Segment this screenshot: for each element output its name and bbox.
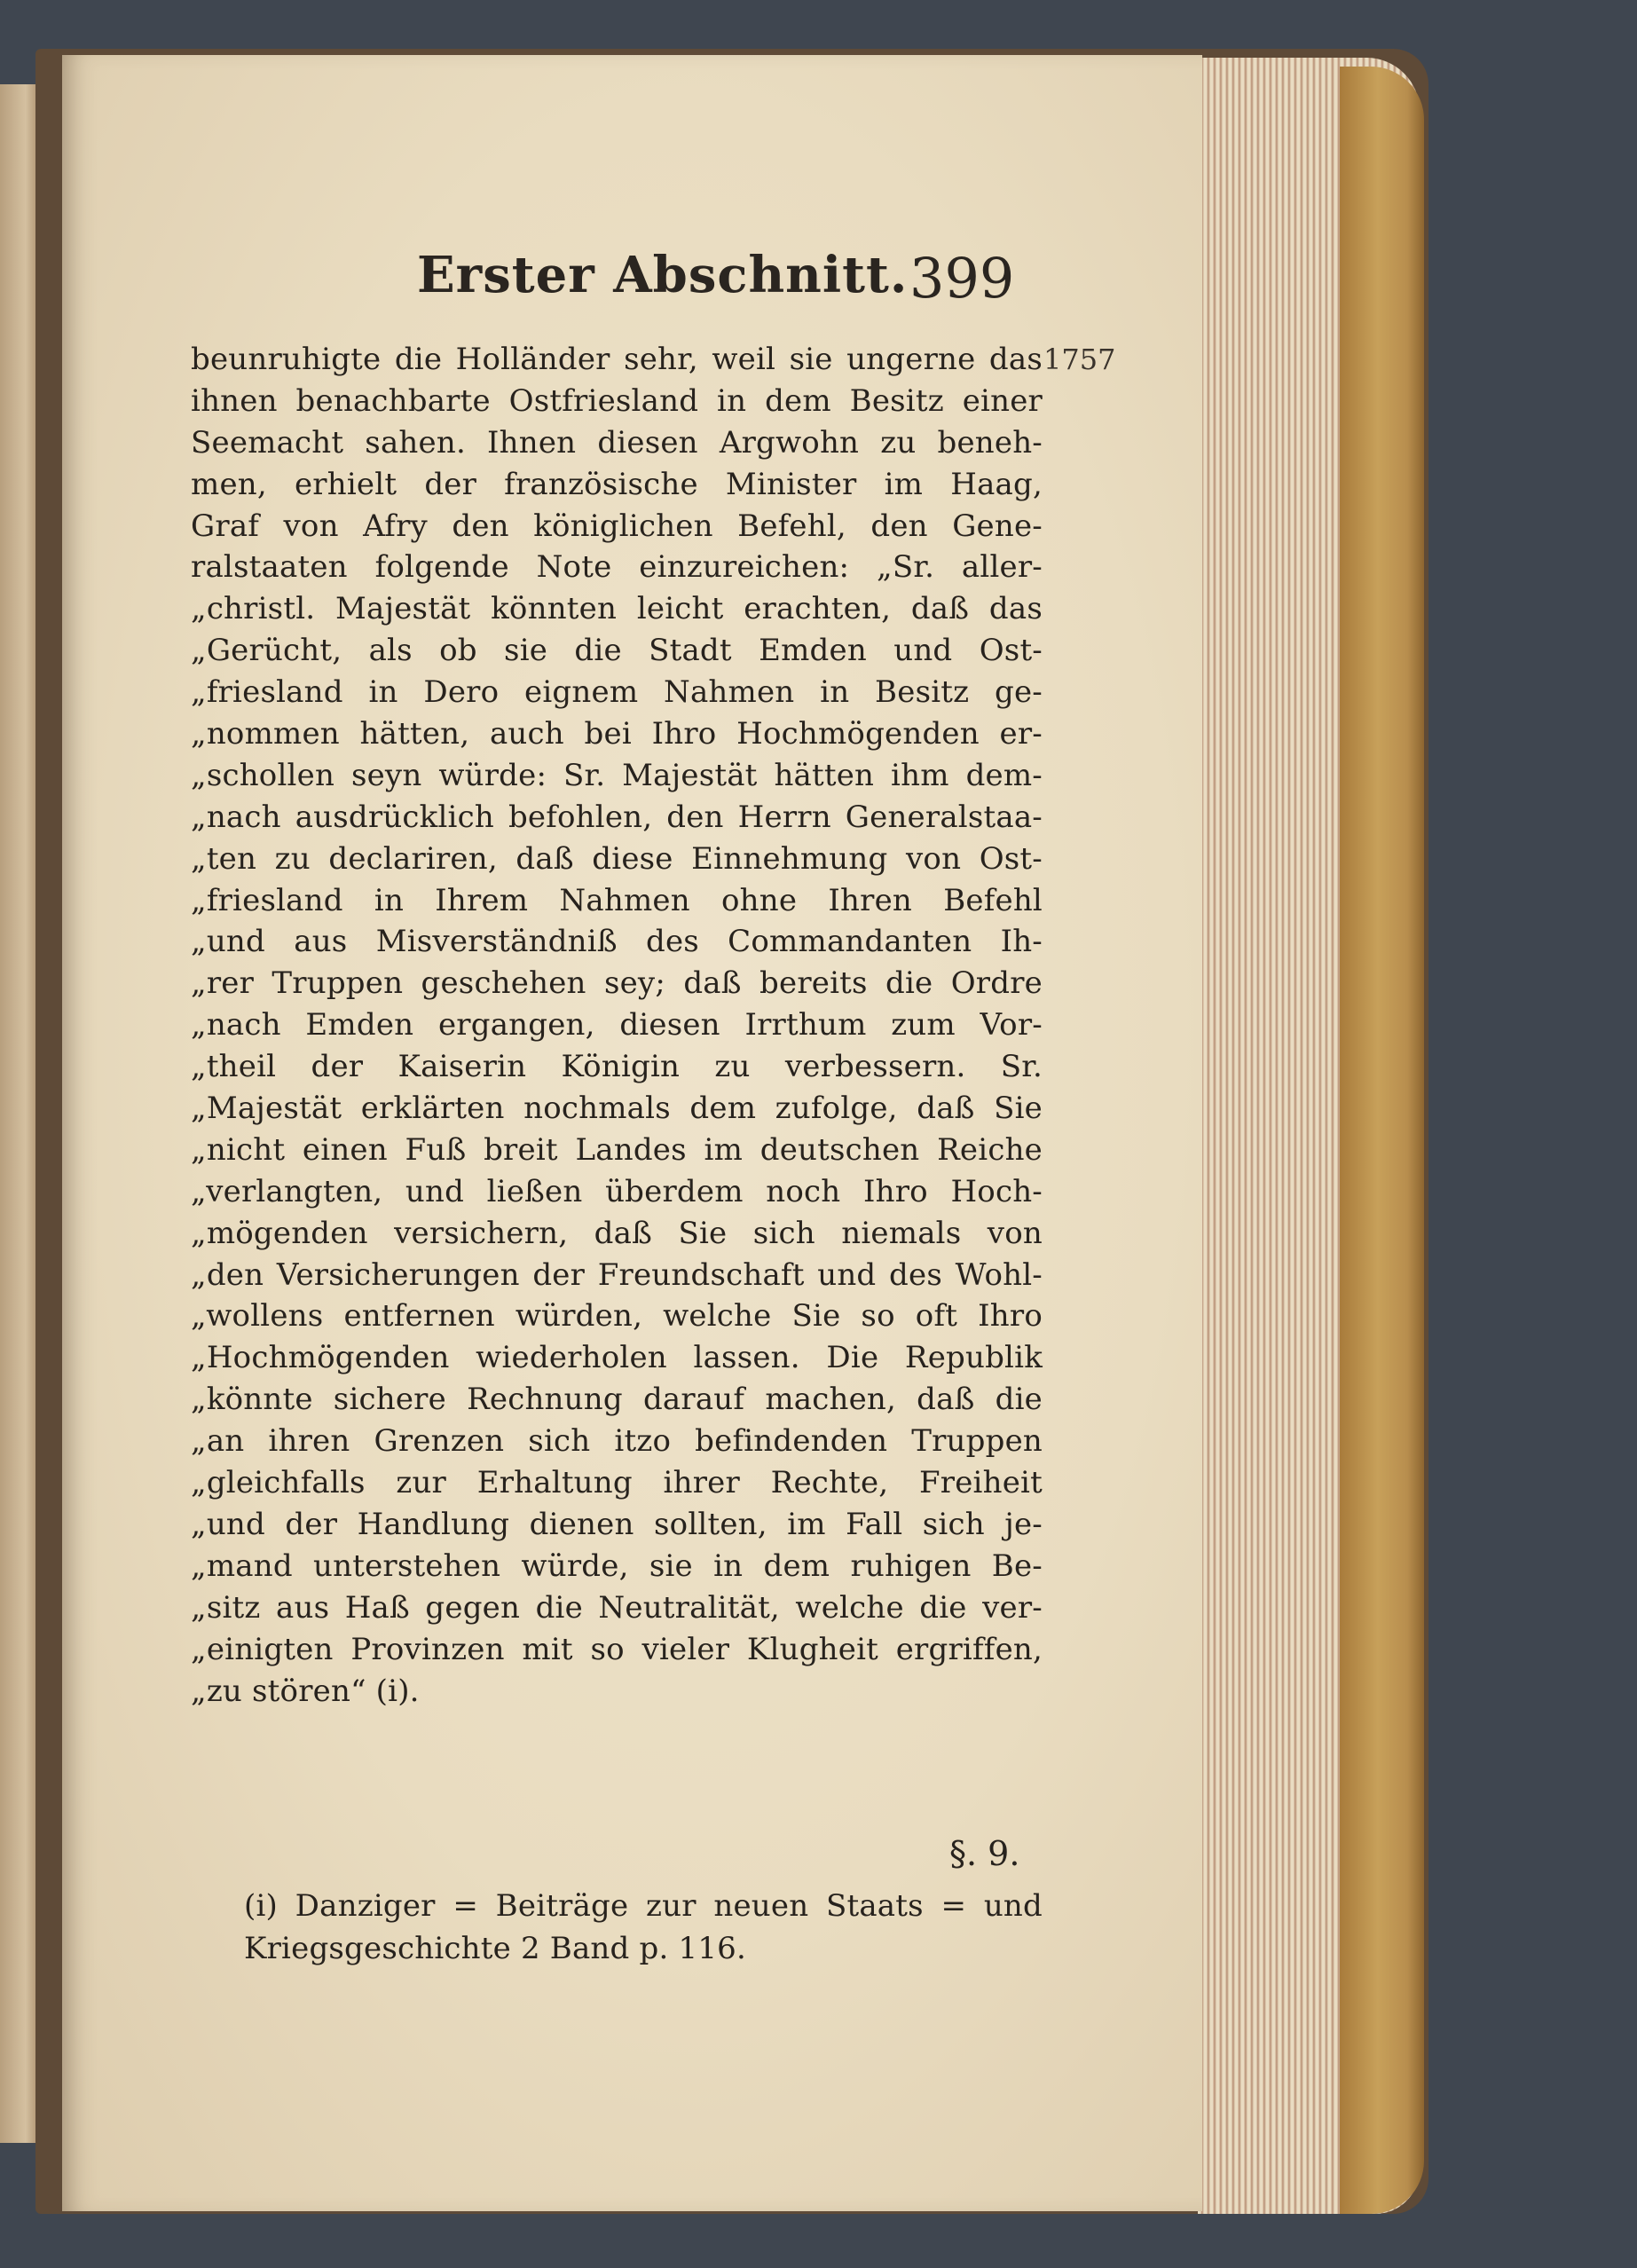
text-line: „rer Truppen geschehen sey; daß bereits die Ordre — [191, 965, 1043, 1002]
text-line: „und aus Misverständniß des Commandanten Ih- — [191, 924, 1043, 960]
text-line: „nach ausdrücklich befohlen, den Herrn Generalstaa- — [191, 799, 1043, 835]
text-line: „mögenden versichern, daß Sie sich niemals von — [191, 1215, 1043, 1251]
text-line: „nach Emden ergangen, diesen Irrthum zum Vor- — [191, 1007, 1043, 1043]
book-cover — [1340, 67, 1424, 2214]
text-line: „friesland in Ihrem Nahmen ohne Ihren Befehl — [191, 882, 1043, 918]
text-line: Seemacht sahen. Ihnen diesen Argwohn zu beneh- — [191, 424, 1043, 461]
book-page — [62, 55, 1202, 2211]
text-line: „mand unterstehen würde, sie in dem ruhigen Be- — [191, 1547, 1043, 1584]
text-line: „Majestät erklärten nochmals dem zufolge, daß Sie — [191, 1091, 1043, 1127]
footnote-line: Kriegsgeschichte 2 Band p. 116. — [244, 1931, 746, 1966]
text-line: „theil der Kaiserin Königin zu verbessern. Sr. — [191, 1049, 1043, 1085]
text-line: Graf von Afry den königlichen Befehl, den Gene- — [191, 508, 1043, 544]
text-line: „Gerücht, als ob sie die Stadt Emden und Ost- — [191, 633, 1043, 669]
text-line: beunruhigte die Holländer sehr, weil sie ungerne das — [191, 342, 1043, 377]
text-line: „zu stören“ (i). — [191, 1673, 420, 1709]
page-number: 399 — [909, 246, 1015, 311]
text-line: „und der Handlung dienen sollten, im Fall sich je- — [191, 1506, 1043, 1542]
section-mark: §. 9. — [949, 1834, 1020, 1873]
text-line: „verlangten, und ließen überdem noch Ihro Hoch- — [191, 1173, 1043, 1209]
margin-year: 1757 — [1043, 343, 1116, 376]
running-header — [417, 246, 1038, 311]
text-line: „schollen seyn würde: Sr. Majestät hätten ihm dem- — [191, 757, 1043, 793]
text-line: „den Versicherungen der Freundschaft und des Wohl- — [191, 1256, 1043, 1293]
text-line: ihnen benachbarte Ostfriesland in dem Besitz einer — [191, 382, 1043, 419]
text-line: „an ihren Grenzen sich itzo befindenden Truppen — [191, 1423, 1043, 1460]
text-line: „nommen hätten, auch bei Ihro Hochmögenden er- — [191, 716, 1043, 752]
text-line: „ten zu declariren, daß diese Einnehmung von Ost- — [191, 840, 1043, 877]
text-line: „einigten Provinzen mit so vieler Klugheit ergriffen, — [191, 1631, 1043, 1667]
text-line: „sitz aus Haß gegen die Neutralität, welche die ver- — [191, 1589, 1043, 1626]
text-line: „nicht einen Fuß breit Landes im deutschen Reiche — [191, 1131, 1043, 1168]
text-line: „friesland in Dero eignem Nahmen in Besitz ge- — [191, 674, 1043, 711]
body-text — [191, 339, 1043, 1712]
text-line: ralstaaten folgende Note einzureichen: „Sr. aller- — [191, 549, 1043, 586]
text-line: „gleichfalls zur Erhaltung ihrer Rechte, Freiheit — [191, 1465, 1043, 1501]
header-title: Erster Abschnitt. — [417, 246, 909, 304]
footnote — [244, 1885, 1043, 1970]
text-line: „wollens entfernen würden, welche Sie so oft Ihro — [191, 1298, 1043, 1335]
text-line: „christl. Majestät könnten leicht erachten, daß das — [191, 591, 1043, 627]
text-line: „Hochmögenden wiederholen lassen. Die Republik — [191, 1340, 1043, 1376]
text-line: „könnte sichere Rechnung darauf machen, daß die — [191, 1382, 1043, 1418]
text-line: men, erhielt der französische Minister im Haag, — [191, 466, 1043, 502]
footnote-line: (i) Danziger = Beiträge zur neuen Staats = und — [244, 1888, 1043, 1924]
